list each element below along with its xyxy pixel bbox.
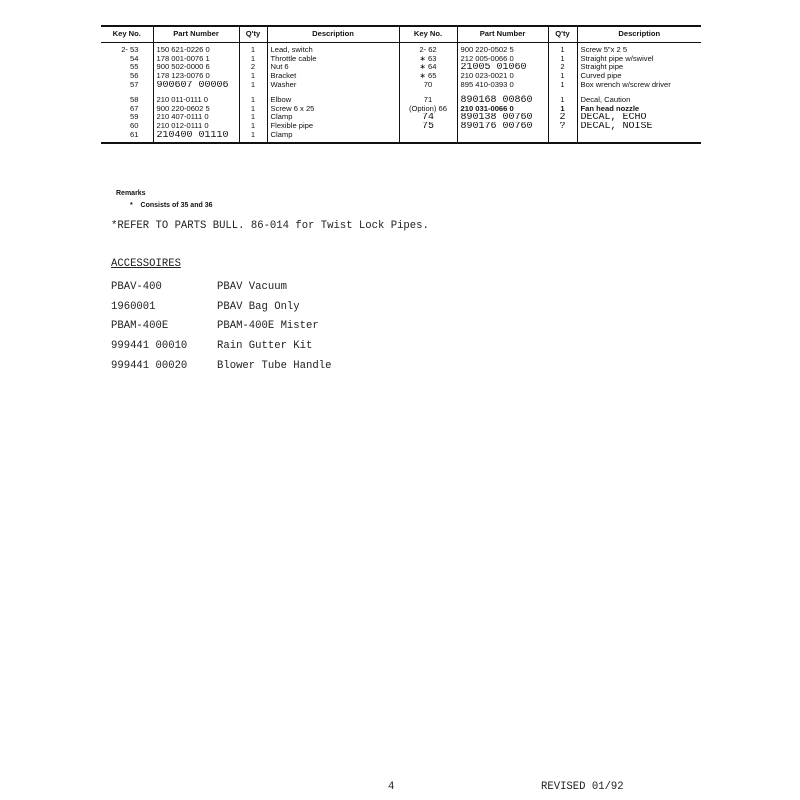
part-number-2: 890176 00760 bbox=[457, 122, 548, 131]
description-2: Curved pipe bbox=[577, 72, 701, 81]
quantity: 1 bbox=[239, 122, 267, 131]
key-no: 59 bbox=[130, 113, 139, 122]
accessory-number: 999441 00020 bbox=[111, 359, 188, 372]
part-number: 210 011-0111 0 bbox=[153, 90, 239, 105]
description-2: Straight pipe bbox=[577, 63, 701, 72]
quantity-2: 2 bbox=[548, 113, 577, 122]
part-number-2: 890138 00760 bbox=[457, 113, 548, 122]
quantity-2: 1 bbox=[548, 55, 577, 64]
part-number: 900607 00006 bbox=[153, 81, 239, 90]
revised-date: REVISED 01/92 bbox=[541, 781, 624, 793]
key-no-2: 71 bbox=[399, 90, 457, 105]
list-item bbox=[111, 320, 331, 340]
key-no-2 bbox=[399, 131, 457, 143]
accessory-name: Blower Tube Handle bbox=[217, 359, 332, 372]
description-2: DECAL, ECHO bbox=[577, 113, 701, 122]
key-no: 54 bbox=[130, 54, 139, 63]
part-number: 210 012-0111 0 bbox=[153, 122, 239, 131]
description: Bracket bbox=[267, 72, 399, 81]
quantity-2: 1 bbox=[548, 105, 577, 114]
description: Throttle cable bbox=[267, 55, 399, 64]
quantity: 2 bbox=[239, 63, 267, 72]
table-row bbox=[101, 105, 701, 114]
description: Flexible pipe bbox=[267, 122, 399, 131]
quantity-2: 1 bbox=[548, 43, 577, 55]
refer-note: *REFER TO PARTS BULL. 86-014 for Twist Lock Pipes. bbox=[111, 220, 429, 232]
description: Clamp bbox=[267, 131, 399, 143]
quantity: 1 bbox=[239, 105, 267, 114]
key-no: 57 bbox=[130, 80, 139, 89]
key-no-2: 2- 62 bbox=[399, 43, 457, 55]
part-number-2: 21005 01060 bbox=[457, 63, 548, 72]
table-row bbox=[101, 90, 701, 105]
accessories-list bbox=[111, 281, 331, 379]
table-row bbox=[101, 55, 701, 64]
page-number: 4 bbox=[388, 781, 395, 793]
quantity-2: 1 bbox=[548, 81, 577, 90]
remarks-title: Remarks bbox=[116, 190, 146, 197]
description: Elbow bbox=[267, 90, 399, 105]
quantity: 1 bbox=[239, 131, 267, 143]
header-qty-2: Q'ty bbox=[548, 26, 577, 43]
table-row bbox=[101, 72, 701, 81]
key-no-2: 74 bbox=[399, 113, 457, 122]
table-row bbox=[101, 131, 701, 143]
part-number-2: 210 023-0021 0 bbox=[457, 72, 548, 81]
part-number: 150 621-0226 0 bbox=[153, 43, 239, 55]
description-2: Decal, Caution bbox=[577, 90, 701, 105]
parts-table bbox=[101, 25, 701, 144]
accessory-name: PBAV Bag Only bbox=[217, 300, 300, 313]
quantity-2: 1 bbox=[548, 90, 577, 105]
header-description-2: Description bbox=[577, 26, 701, 43]
part-number: 178 123-0076 0 bbox=[153, 72, 239, 81]
header-part-number-2: Part Number bbox=[457, 26, 548, 43]
quantity: 1 bbox=[239, 81, 267, 90]
key-no-2: 70 bbox=[399, 81, 457, 90]
part-number: 900 220-0602 5 bbox=[153, 105, 239, 114]
description-2: DECAL, NOISE bbox=[577, 122, 701, 131]
accessory-name: Rain Gutter Kit bbox=[217, 340, 313, 353]
quantity-2: 1 bbox=[548, 72, 577, 81]
part-number: 210400 01110 bbox=[153, 131, 239, 143]
quantity: 1 bbox=[239, 90, 267, 105]
description-2: Box wrench w/screw driver bbox=[577, 81, 701, 90]
header-key-no-2: Key No. bbox=[399, 26, 457, 43]
accessory-name: PBAM-400E Mister bbox=[217, 320, 319, 333]
quantity: 1 bbox=[239, 43, 267, 55]
key-no: 2- 53 bbox=[121, 45, 139, 54]
table-row bbox=[101, 122, 701, 131]
description-2: Fan head nozzle bbox=[577, 105, 701, 114]
key-no-2: ∗ 63 bbox=[399, 55, 457, 64]
key-no-2: ∗ 64 bbox=[399, 63, 457, 72]
key-no: 56 bbox=[130, 72, 139, 81]
table-row bbox=[101, 43, 701, 55]
list-item bbox=[111, 340, 331, 360]
accessories-title: ACCESSOIRES bbox=[111, 258, 181, 270]
list-item bbox=[111, 301, 331, 321]
table-header-row bbox=[101, 26, 701, 43]
remarks-bullet: * bbox=[130, 202, 133, 209]
header-description: Description bbox=[267, 26, 399, 43]
accessory-name: PBAV Vacuum bbox=[217, 281, 287, 293]
accessory-number: PBAM-400E bbox=[111, 320, 169, 333]
key-no-2: (Option) 66 bbox=[399, 105, 457, 114]
key-no-2: 75 bbox=[399, 122, 457, 131]
description: Washer bbox=[267, 81, 399, 90]
part-number: 178 001-0076 1 bbox=[153, 55, 239, 64]
quantity-2 bbox=[548, 131, 577, 143]
table-row bbox=[101, 81, 701, 90]
description-2: Screw 5"x 2 5 bbox=[577, 43, 701, 55]
part-number-2: 900 220-0502 5 bbox=[457, 43, 548, 55]
header-key-no: Key No. bbox=[101, 26, 153, 43]
quantity: 1 bbox=[239, 55, 267, 64]
key-no: 58 bbox=[130, 94, 139, 104]
description-2 bbox=[577, 131, 701, 143]
accessory-number: 1960001 bbox=[111, 300, 156, 313]
quantity-2: 2 bbox=[548, 63, 577, 72]
list-item bbox=[111, 281, 331, 301]
part-number-2: 210 031-0066 0 bbox=[457, 105, 548, 114]
description-2: Straight pipe w/swivel bbox=[577, 55, 701, 64]
table-row bbox=[101, 63, 701, 72]
part-number: 210 407-0111 0 bbox=[153, 113, 239, 122]
key-no: 61 bbox=[101, 131, 153, 143]
description: Clamp bbox=[267, 113, 399, 122]
key-no: 55 bbox=[130, 63, 139, 72]
part-number-2: 890168 00860 bbox=[457, 90, 548, 105]
key-no: 60 bbox=[130, 122, 139, 131]
accessory-number: PBAV-400 bbox=[111, 281, 162, 293]
part-number: 900 502-0000 6 bbox=[153, 63, 239, 72]
part-number-2: 212 005-0066 0 bbox=[457, 55, 548, 64]
remarks-note: Consists of 35 and 36 bbox=[140, 202, 213, 209]
quantity: 1 bbox=[239, 72, 267, 81]
remarks-note-line bbox=[116, 200, 212, 212]
quantity: 1 bbox=[239, 113, 267, 122]
accessory-number: 999441 00010 bbox=[111, 340, 188, 353]
table-row bbox=[101, 113, 701, 122]
description: Lead, switch bbox=[267, 43, 399, 55]
quantity-2: ? bbox=[548, 122, 577, 131]
description: Screw 6 x 25 bbox=[267, 105, 399, 114]
remarks-block bbox=[116, 188, 212, 212]
description: Nut 6 bbox=[267, 63, 399, 72]
header-qty: Q'ty bbox=[239, 26, 267, 43]
header-part-number: Part Number bbox=[153, 26, 239, 43]
part-number-2: 895 410-0393 0 bbox=[457, 81, 548, 90]
list-item bbox=[111, 360, 331, 380]
part-number-2 bbox=[457, 131, 548, 143]
key-no-2: ∗ 65 bbox=[399, 72, 457, 81]
key-no: 67 bbox=[130, 104, 139, 113]
